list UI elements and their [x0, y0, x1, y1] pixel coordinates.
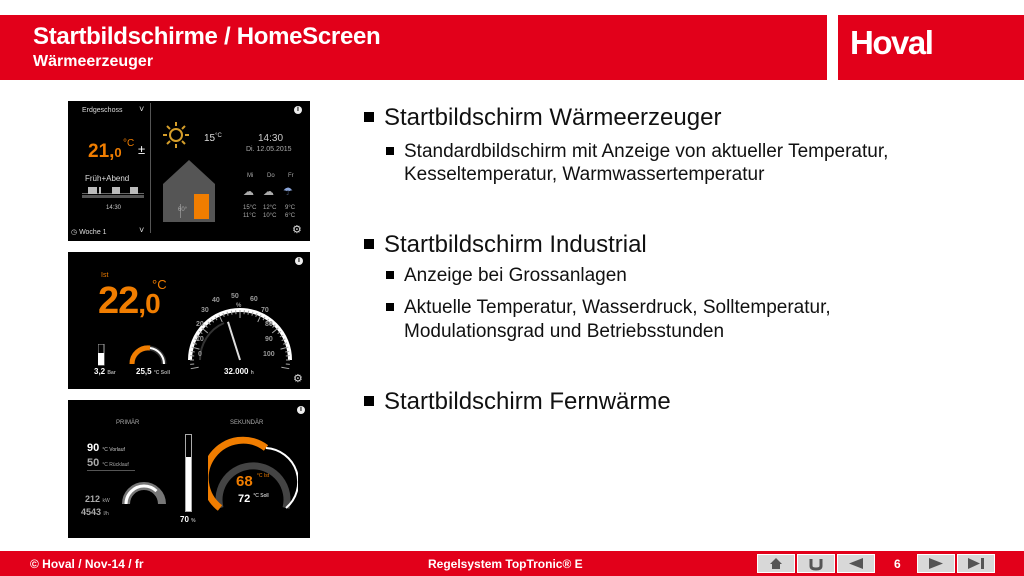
gauge-tick-label: 60 — [250, 296, 258, 303]
screen-fernwaerme — [68, 400, 310, 538]
valve-unit: % — [191, 518, 196, 524]
zone-chevron-icon[interactable]: ˅ — [139, 104, 145, 114]
sub-bullet-continuation: Modulationsgrad und Betriebsstunden — [404, 321, 725, 342]
outdoor-temp-value: 15 — [204, 133, 216, 144]
bullet-text: Startbildschirm Wärmeerzeuger — [384, 104, 722, 131]
setpoint-value: 25,5 — [136, 367, 152, 376]
info-icon[interactable]: i — [295, 257, 303, 265]
program-label: Woche 1 — [79, 229, 107, 236]
setpoint-unit: °C Soll — [153, 370, 170, 376]
timeline-bars — [82, 184, 144, 202]
rain-cloud-icon: ☂ — [283, 186, 293, 198]
power-unit: kW — [102, 498, 110, 504]
gauge-tick-label: 100 — [263, 351, 275, 358]
gauge-tick-label: 30 — [201, 307, 209, 314]
forecast-high: 9°C — [285, 205, 296, 211]
footer-bar — [0, 551, 1024, 576]
temp-dec: 0 — [114, 145, 122, 160]
sub-bullet-continuation: Kesseltemperatur, Warmwassertemperatur — [404, 164, 765, 185]
last-button[interactable] — [957, 554, 995, 573]
mode-label: Früh+Abend — [85, 174, 130, 183]
power-value: 212 — [85, 494, 101, 504]
next-button[interactable] — [917, 554, 955, 573]
pressure-unit: Bar — [107, 370, 116, 376]
home-button[interactable] — [757, 554, 795, 573]
temp-dec: 0 — [145, 288, 160, 319]
flow-unit: l/h — [103, 511, 109, 517]
clock-icon: ◷ — [71, 229, 78, 236]
ruecklauf-label: °C Rücklauf — [102, 462, 129, 468]
secondary-setpoint — [238, 493, 269, 505]
gauge-unit: % — [236, 303, 242, 309]
secondary-label: SEKUNDÄR — [230, 420, 264, 426]
slide-subtitle: Wärmeerzeuger — [33, 53, 154, 70]
gauge-tick-label: 10 — [196, 336, 204, 343]
outdoor-temp-unit: °C — [215, 133, 222, 139]
valve-readout — [180, 515, 196, 524]
arrow-left-icon — [838, 555, 874, 572]
temp-int: 21, — [88, 141, 115, 162]
forecast-day: Do — [267, 173, 275, 179]
power-readout — [85, 494, 110, 504]
secondary-actual-value: 68 — [236, 473, 253, 490]
pressure-bar — [98, 344, 108, 366]
divider — [87, 470, 135, 471]
ist-label: Ist — [101, 272, 109, 279]
secondary-actual — [236, 473, 269, 490]
valve-bar — [185, 434, 192, 512]
home-icon — [758, 555, 794, 572]
hours-readout — [224, 367, 254, 376]
footer-copyright: © Hoval / Nov-14 / fr — [30, 557, 144, 571]
gauge-scale — [191, 288, 291, 368]
valve-bar-fill — [186, 457, 191, 511]
adjust-icon[interactable]: ± — [138, 142, 146, 157]
arrow-end-icon — [958, 555, 994, 572]
program-chevron-icon[interactable]: ˅ — [139, 225, 145, 235]
forecast-day: Mi — [247, 173, 254, 179]
vorlauf-readout — [87, 442, 125, 454]
clock-time: 14:30 — [258, 133, 284, 144]
timeline-time: 14:30 — [106, 205, 122, 211]
program-selector[interactable] — [71, 228, 107, 236]
temp-unit: °C — [152, 277, 167, 292]
page-number: 6 — [894, 557, 901, 571]
zone-label: Erdgeschoss — [82, 107, 123, 114]
actual-temperature: 22,0 — [98, 280, 160, 322]
hoval-logo — [838, 15, 1024, 80]
secondary-actual-label: °C Ist — [256, 473, 270, 479]
cloud-icon: ☁ — [263, 186, 274, 198]
forecast-day: Fr — [288, 173, 294, 179]
pressure-value: 3,2 — [94, 367, 106, 376]
hours-value: 32.000 — [224, 367, 249, 376]
gauge-tick-label: 90 — [265, 336, 273, 343]
bullet-text: Startbildschirm Industrial — [384, 231, 647, 258]
return-icon — [798, 555, 834, 572]
cloud-sun-icon: ☁ — [243, 186, 254, 198]
setpoint-readout — [136, 367, 170, 376]
forecast-high: 12°C — [263, 205, 277, 211]
previous-button[interactable] — [837, 554, 875, 573]
gauge-tick-label: 80 — [265, 321, 273, 328]
info-icon[interactable]: i — [294, 106, 302, 114]
sun-icon — [163, 122, 189, 148]
outdoor-temp — [204, 133, 222, 144]
hours-unit: h — [250, 370, 254, 376]
temp-int: 22 — [98, 280, 139, 322]
info-icon[interactable]: i — [297, 406, 305, 414]
bullet-text: Startbildschirm Fernwärme — [384, 388, 671, 415]
room-temperature — [88, 141, 122, 163]
logo-text: Hoval — [850, 24, 933, 61]
flow-readout — [81, 507, 109, 517]
house-temp: 60° — [178, 207, 188, 213]
secondary-setpoint-value: 72 — [238, 493, 251, 505]
gauge-tick-label: 70 — [261, 307, 269, 314]
footer-title: Regelsystem TopTronic® E — [428, 557, 583, 571]
gauge-tick-label: 0 — [198, 351, 202, 358]
forecast-low: 6°C — [285, 213, 296, 219]
return-button[interactable] — [797, 554, 835, 573]
ruecklauf-readout — [87, 457, 129, 469]
screen-industrial — [68, 252, 310, 389]
pressure-readout — [94, 367, 116, 376]
gauge-tick-label: 20 — [196, 321, 204, 328]
divider — [150, 103, 151, 233]
header-bar — [0, 15, 827, 80]
house-icon — [163, 156, 215, 222]
screen-waermeerzeuger — [68, 101, 310, 241]
gauge-tick-label: 50 — [231, 293, 239, 300]
gauge-tick-label: 40 — [212, 297, 220, 304]
forecast-high: 15°C — [243, 205, 257, 211]
primary-dial — [120, 474, 168, 506]
primary-label: PRIMÄR — [116, 420, 140, 426]
ruecklauf-value: 50 — [87, 457, 100, 469]
gear-icon[interactable]: ⚙ — [292, 224, 302, 236]
vorlauf-label: °C Vorlauf — [102, 447, 125, 453]
slide-title: Startbildschirme / HomeScreen — [33, 23, 381, 50]
forecast-low: 11°C — [243, 213, 256, 219]
forecast-low: 10°C — [263, 213, 277, 219]
arrow-right-icon — [918, 555, 954, 572]
vorlauf-value: 90 — [87, 442, 100, 454]
date-label: Di. 12.05.2015 — [246, 146, 292, 153]
sub-bullet-text: Aktuelle Temperatur, Wasserdruck, Solltemperatur, — [404, 297, 831, 318]
sub-bullet-text: Anzeige bei Grossanlagen — [404, 265, 627, 286]
flow-value: 4543 — [81, 507, 102, 517]
temp-unit: °C — [123, 138, 135, 149]
gear-icon[interactable]: ⚙ — [293, 373, 303, 385]
sub-bullet-text: Standardbildschirm mit Anzeige von aktueller Temperatur, — [404, 141, 889, 162]
valve-value: 70 — [180, 515, 189, 524]
setpoint-dial — [128, 336, 170, 366]
secondary-setpoint-label: °C Soll — [253, 493, 269, 499]
